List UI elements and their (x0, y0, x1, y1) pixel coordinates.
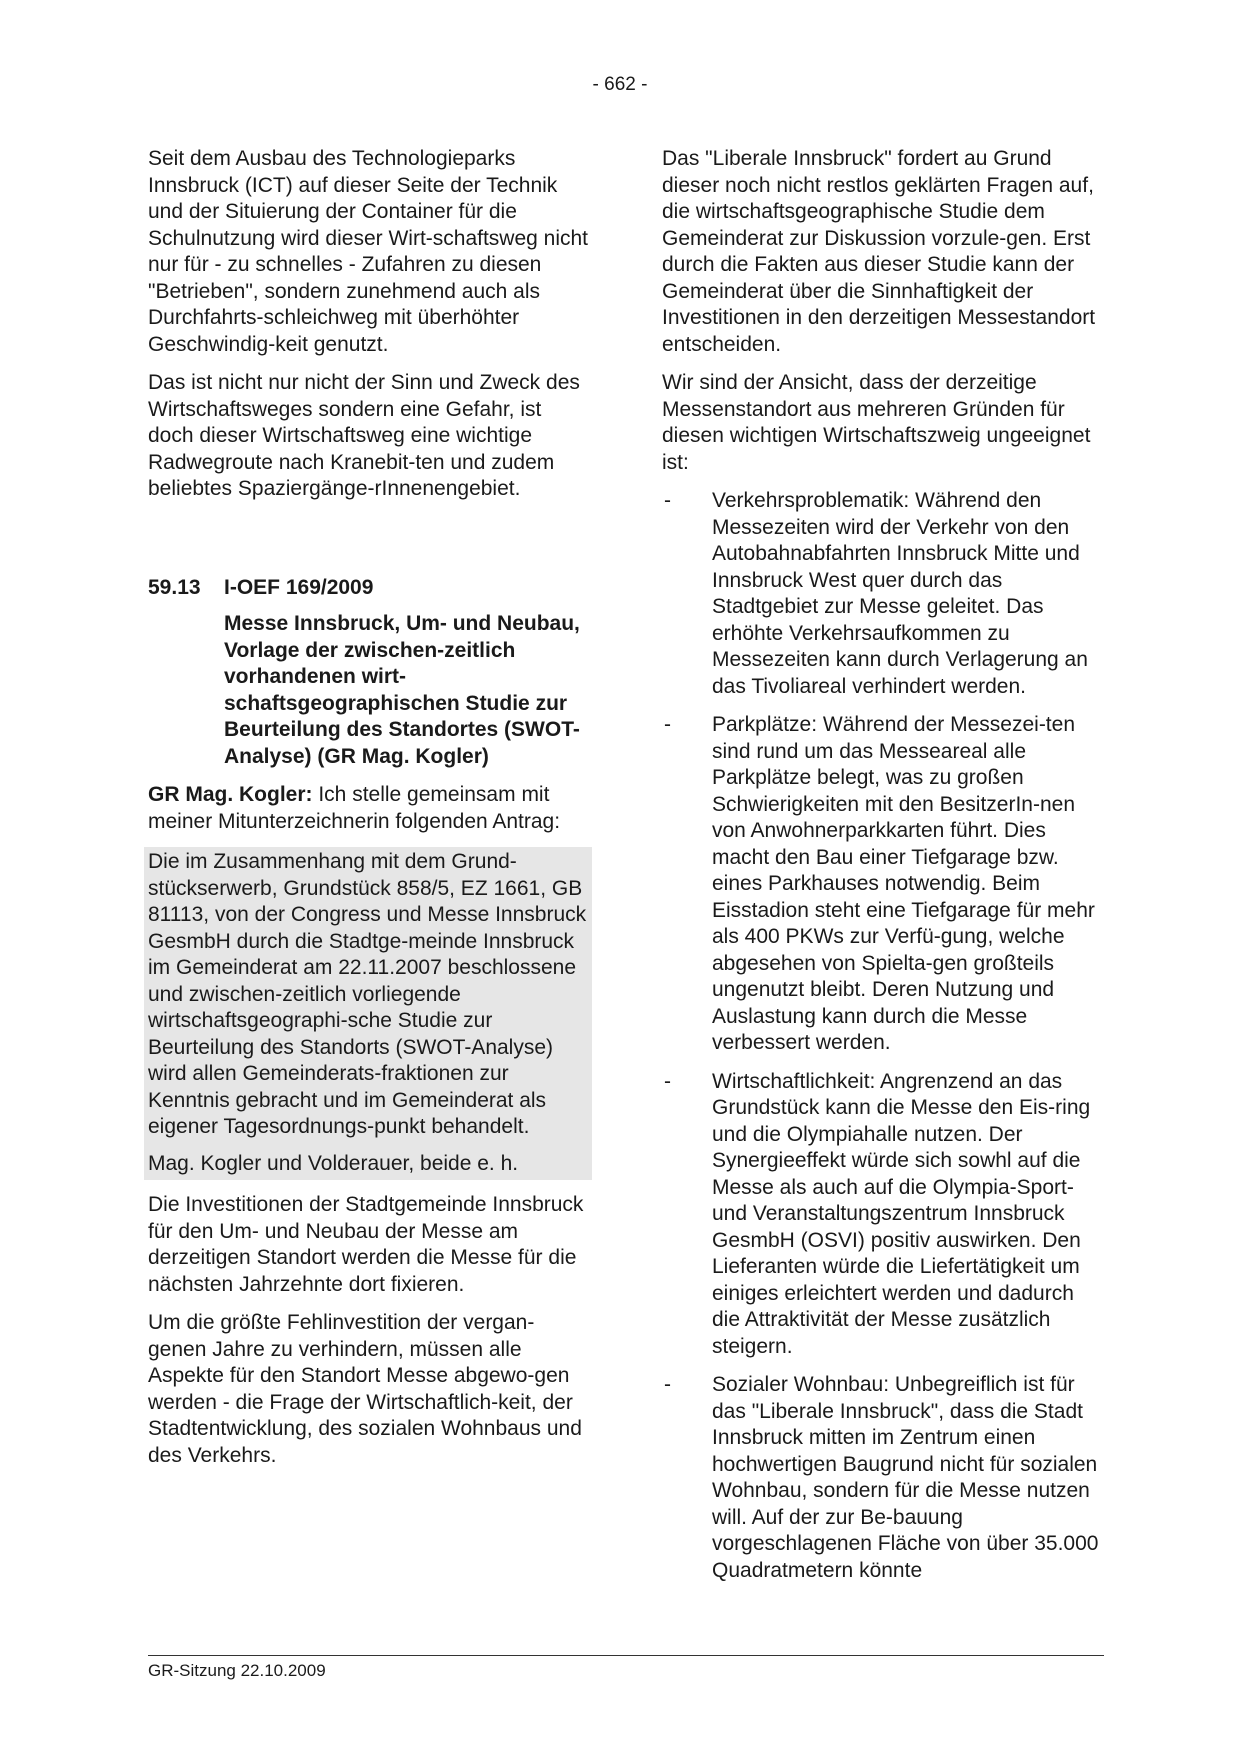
bullet-dash: - (664, 1069, 671, 1093)
motion-box (144, 847, 592, 1180)
paragraph: Seit dem Ausbau des Technologieparks Innsbruck (ICT) auf dieser Seite der Technik und der Situierung der Container für die Schulnutzung wird dieser Wirt-schaftsweg nicht nur für - zu schnelles - Zufahren zu diesen "Betrieben", sondern zunehmend auch als Durchfahrts-schleichweg mit überhöhter Geschwindig-keit genutzt. (148, 147, 589, 356)
speaker-statement (148, 782, 592, 835)
paragraph: Die Investitionen der Stadtgemeinde Innsbruck für den Um- und Neubau der Messe am derzeitigen Standort werden die Messe für die nächsten Jahrzehnte dort fixieren. (148, 1193, 584, 1296)
paragraph: Wir sind der Ansicht, dass der derzeitige Messenstandort aus mehreren Gründen für diesen wichtigen Wirtschaftszweig ungeeignet ist: (662, 371, 1091, 474)
footer-text: GR-Sitzung 22.10.2009 (148, 1661, 326, 1680)
bullet-dash: - (664, 489, 671, 512)
right-column (662, 146, 1104, 1596)
agenda-item-heading (148, 575, 592, 602)
list-item (662, 1069, 1104, 1361)
footer-divider (148, 1655, 1104, 1656)
motion-text: Die im Zusammenhang mit dem Grund-stückserwerb, Grundstück 858/5, EZ 1661, GB 81113, von der Congress und Messe Innsbruck GesmbH durch die Stadtge-meinde Innsbruck im Gemeinderat am 22.11.2007 beschlossene und zwischen-zeitlich vorliegende wirtschaftsgeographi-sche Studie zur Beurteilung des Standorts (SWOT-Analyse) wird allen Gemeinderats-fraktionen zur Kenntnis gebracht und im Gemeinderat als eigener Tagesordnungs-punkt behandelt. (148, 850, 587, 1138)
bullet-text: Parkplätze: Während der Messezei-ten sind rund um das Messeareal alle Parkplätze belegt, was zu großen Schwierigkeiten mit den BesitzerIn-nen von Anwohnerparkkarten führt. Dies macht den Bau einer Tiefgarage bzw. eines Parkhauses notwendig. Beim Eisstadion steht eine Tiefgarage für mehr als 400 PKWs zur Verfü-gung, welche abgesehen von Spielta-gen großteils ungenutzt bleibt. Deren Nutzung und Auslastung kann durch die Messe verbessert werden. (712, 713, 1095, 1054)
page-number: - 662 - (592, 74, 648, 95)
bullet-dash: - (664, 713, 671, 736)
paragraph: Das ist nicht nur nicht der Sinn und Zweck des Wirtschaftsweges sondern eine Gefahr, ist doch dieser Wirtschaftsweg eine wichtige Radwegroute nach Kranebit-ten und zudem beliebtes Spaziergänge-rInnenengebiet. (148, 371, 580, 500)
motion-signatories: Mag. Kogler und Volderauer, beide e. h. (148, 1151, 519, 1175)
bullet-dash: - (664, 1373, 671, 1396)
agenda-item-reference: I-OEF 169/2009 (224, 575, 374, 599)
agenda-item-title: Messe Innsbruck, Um- und Neubau, Vorlage der zwischen-zeitlich vorhandenen wirt-schaftsgeographischen Studie zur Beurteilung des Standortes (SWOT-Analyse) (GR Mag. Kogler) (224, 612, 580, 768)
list-item (662, 1372, 1104, 1584)
paragraph: Um die größte Fehlinvestition der vergan-genen Jahre zu verhindern, müssen alle Aspekte für den Standort Messe abgewo-gen werden - die Frage der Wirtschaftlich-keit, der Stadtentwicklung, des sozialen Wohnbaus und des Verkehrs. (148, 1311, 582, 1467)
bullet-text: Verkehrsproblematik: Während den Messezeiten wird der Verkehr von den Autobahnabfahrten Innsbruck Mitte und Innsbruck West quer durch das Stadtgebiet zur Messe geleitet. Das erhöhte Verkehrsaufkommen zu Messezeiten kann durch Verlagerung an das Tivoliareal verhindert werden. (712, 489, 1088, 698)
left-column (148, 146, 592, 1481)
paragraph: Das "Liberale Innsbruck" fordert au Grund dieser noch nicht restlos geklärten Fragen auf, die wirtschaftsgeographische Studie dem Gemeinderat zur Diskussion vorzule-gen. Erst durch die Fakten aus dieser Studie kann der Gemeinderat über die Sinnhaftigkeit der Investitionen in den derzeitigen Messestandort entscheiden. (662, 147, 1096, 356)
bullet-text: Sozialer Wohnbau: Unbegreiflich ist für das "Liberale Innsbruck", dass die Stadt Innsbruck mitten im Zentrum einen hochwertigen Baugrund nicht für sozialen Wohnbau, sondern für die Messe nutzen will. Auf der zur Be-bauung vorgeschlagenen Fläche von über 35.000 Quadratmetern könnte (712, 1373, 1099, 1582)
speaker-name: GR Mag. Kogler: (148, 783, 313, 806)
list-item (662, 712, 1104, 1057)
agenda-item-number: 59.13 (148, 575, 201, 599)
bullet-text: Wirtschaftlichkeit: Angrenzend an das Grundstück kann die Messe den Eis-ring und die Olympiahalle nutzen. Der Synergieeffekt würde sich sowhl auf die Messe als auch auf die Olympia-Sport- und Veranstaltungszentrum Innsbruck GesmbH (OSVI) positiv auswirken. Den Lieferanten würde die Liefertätigkeit um einiges erleichtert werden und dadurch die Attraktivität der Messe zusätzlich steigern. (712, 1069, 1091, 1358)
list-item (662, 488, 1104, 700)
speaker-text: Ich stelle gemeinsam mit meiner Mitunterzeichnerin folgenden Antrag: (148, 783, 561, 833)
